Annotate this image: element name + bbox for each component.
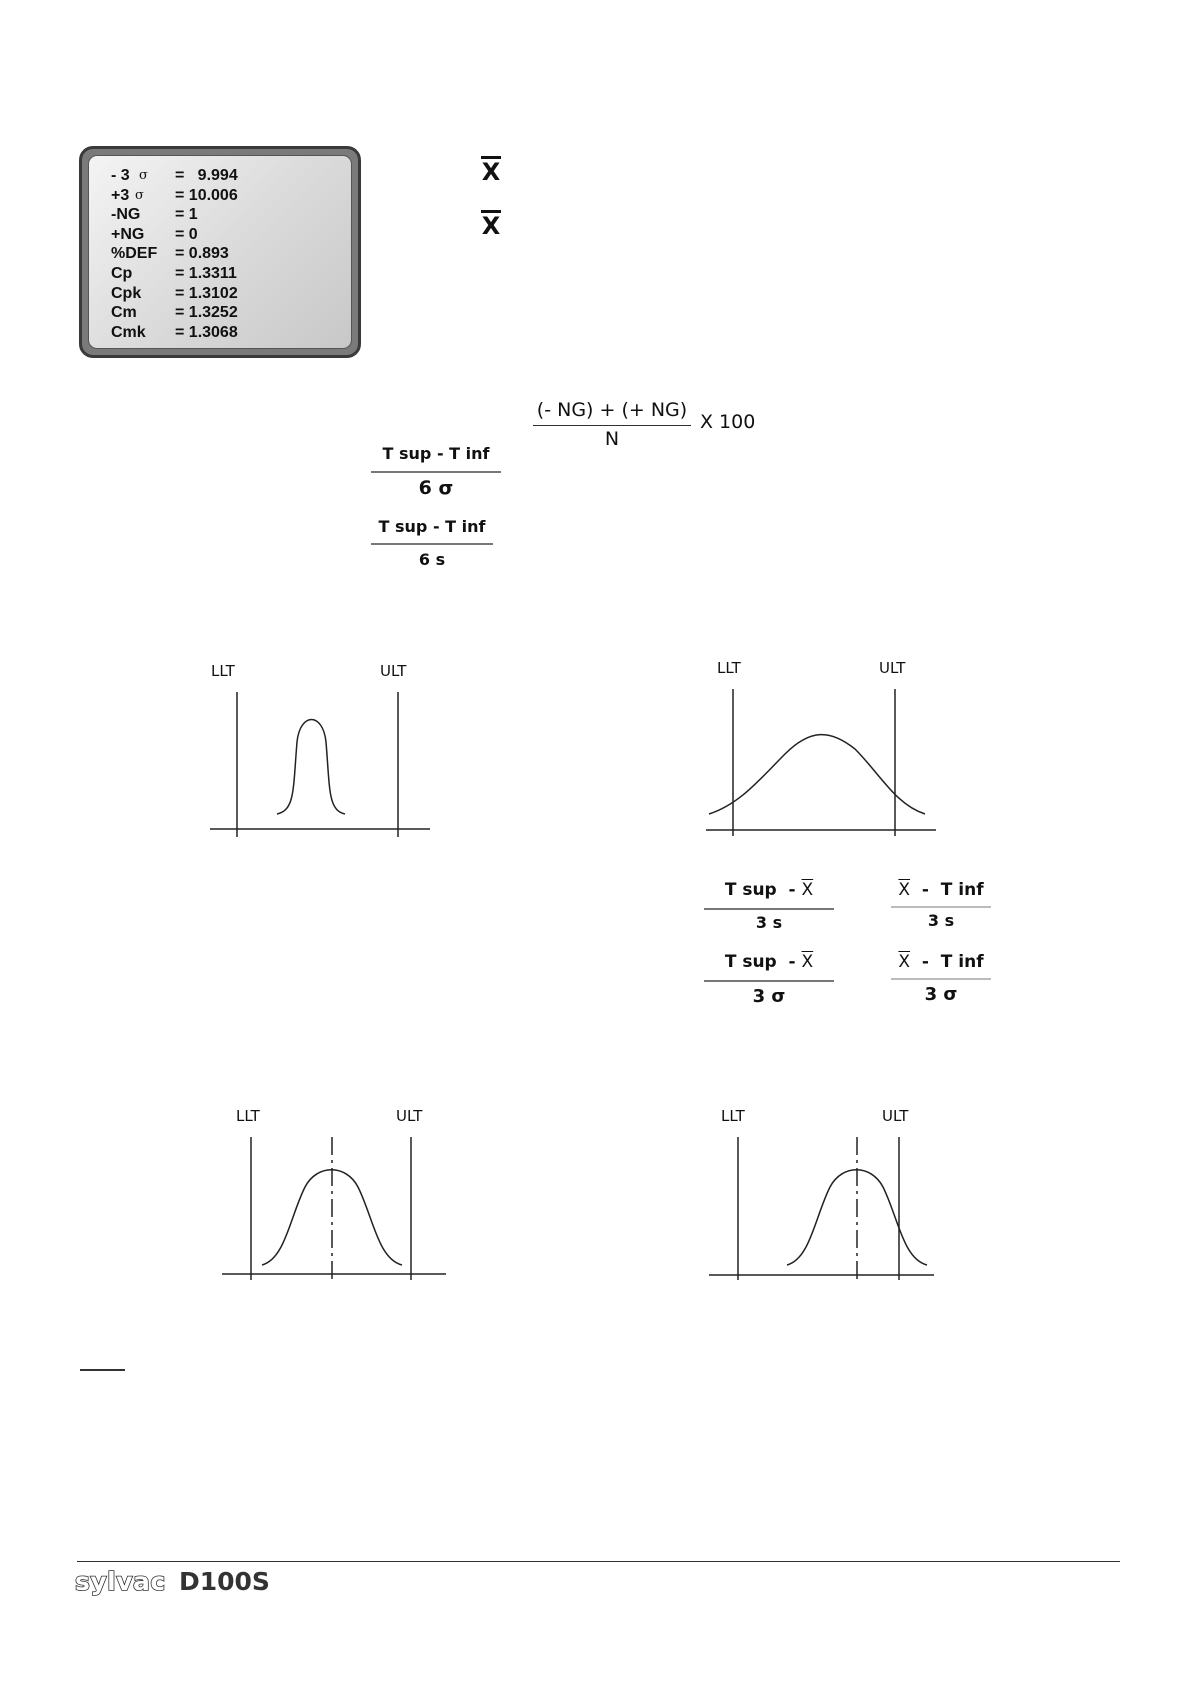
note-rule — [80, 1369, 125, 1371]
upper-limit-label: ULT — [396, 1107, 423, 1125]
upper-limit-label: ULT — [882, 1107, 909, 1125]
formula-denominator: N — [604, 428, 620, 450]
display-row-label: Cpk — [111, 284, 142, 302]
x-bar-symbol: X — [481, 212, 501, 240]
fraction-bar — [371, 471, 501, 473]
x-bar-symbol: X — [481, 158, 501, 186]
fraction-bar — [371, 543, 493, 545]
cp-sigma-formula — [371, 444, 501, 504]
display-row-value: = 1.3068 — [175, 323, 238, 341]
bell-curve-graphic — [700, 659, 940, 839]
footer-rule — [77, 1561, 1120, 1562]
display-row-value: = 1.3311 — [175, 265, 237, 282]
bell-curve-graphic — [205, 662, 435, 840]
fraction-bar — [891, 906, 991, 908]
fraction-bar — [891, 978, 991, 980]
fraction-bar — [704, 980, 834, 982]
display-row-value: = 10.006 — [175, 186, 238, 204]
wide-distribution-diagram — [700, 659, 940, 839]
formula-numerator: T sup - T inf — [382, 444, 490, 463]
formula-denominator: 3 s — [755, 913, 783, 932]
formula-numerator: $\overline{X}$ - T inf — [898, 952, 984, 972]
display-row-label: -NG — [111, 206, 141, 224]
formula-numerator: T sup - $\overline{X}$ — [724, 952, 814, 972]
fraction-bar — [533, 425, 691, 426]
formula-denominator: 6 s — [418, 550, 446, 569]
formula-numerator: T sup - $\overline{X}$ — [724, 880, 814, 900]
narrow-distribution-diagram — [205, 662, 435, 840]
bell-curve-graphic — [707, 1107, 937, 1282]
model-name: D100S — [179, 1567, 270, 1596]
percent-defective-formula — [533, 399, 691, 455]
display-row-value: = 1.3252 — [175, 304, 238, 322]
brand-logo: sylvac — [75, 1567, 166, 1596]
lower-limit-label: LLT — [717, 659, 741, 677]
display-row-label: Cp — [111, 265, 133, 282]
cp-s-formula — [371, 517, 493, 577]
display-row-value: = 1 — [175, 206, 198, 224]
centered-distribution-diagram — [220, 1107, 450, 1282]
fraction-bar — [704, 908, 834, 910]
statistics-display — [79, 146, 361, 358]
formula-denominator: 6 σ — [418, 477, 454, 499]
display-row-value: = 9.994 — [175, 167, 238, 184]
display-row-label: Cm — [111, 304, 137, 322]
upper-limit-label: ULT — [879, 659, 906, 677]
sigma-symbol: σ — [135, 187, 144, 203]
bell-curve-graphic — [220, 1107, 450, 1282]
formula-denominator: 3 σ — [924, 984, 958, 1005]
shifted-distribution-diagram — [707, 1107, 937, 1282]
display-row-label: +NG — [111, 225, 145, 243]
distribution-curve — [277, 720, 345, 815]
cpk-lower-s-formula — [891, 880, 991, 936]
lower-limit-label: LLT — [721, 1107, 745, 1125]
display-screen — [88, 155, 352, 349]
formula-numerator: $\overline{X}$ - T inf — [898, 880, 984, 900]
display-row-label: - 3 — [111, 167, 130, 184]
display-row-value: = 0 — [175, 225, 198, 243]
display-row-label: +3 — [111, 186, 130, 204]
display-row-value: = 0.893 — [175, 245, 229, 263]
formula-numerator: (- NG) + (+ NG) — [536, 399, 688, 421]
display-row-value: = 1.3102 — [175, 284, 238, 302]
upper-limit-label: ULT — [380, 662, 407, 680]
formula-multiplier: X 100 — [700, 411, 756, 433]
lower-limit-label: LLT — [211, 662, 235, 680]
cpk-upper-s-formula — [704, 880, 834, 936]
cpk-upper-sigma-formula — [704, 952, 834, 1012]
cpk-lower-sigma-formula — [891, 952, 991, 1012]
sigma-symbol: σ — [139, 168, 148, 183]
display-row-label: Cmk — [111, 323, 146, 341]
formula-denominator: 3 s — [927, 911, 955, 930]
formula-numerator: T sup - T inf — [378, 517, 486, 536]
formula-denominator: 3 σ — [752, 986, 786, 1007]
lower-limit-label: LLT — [236, 1107, 260, 1125]
display-row-label: %DEF — [111, 245, 158, 263]
distribution-curve — [709, 735, 925, 814]
